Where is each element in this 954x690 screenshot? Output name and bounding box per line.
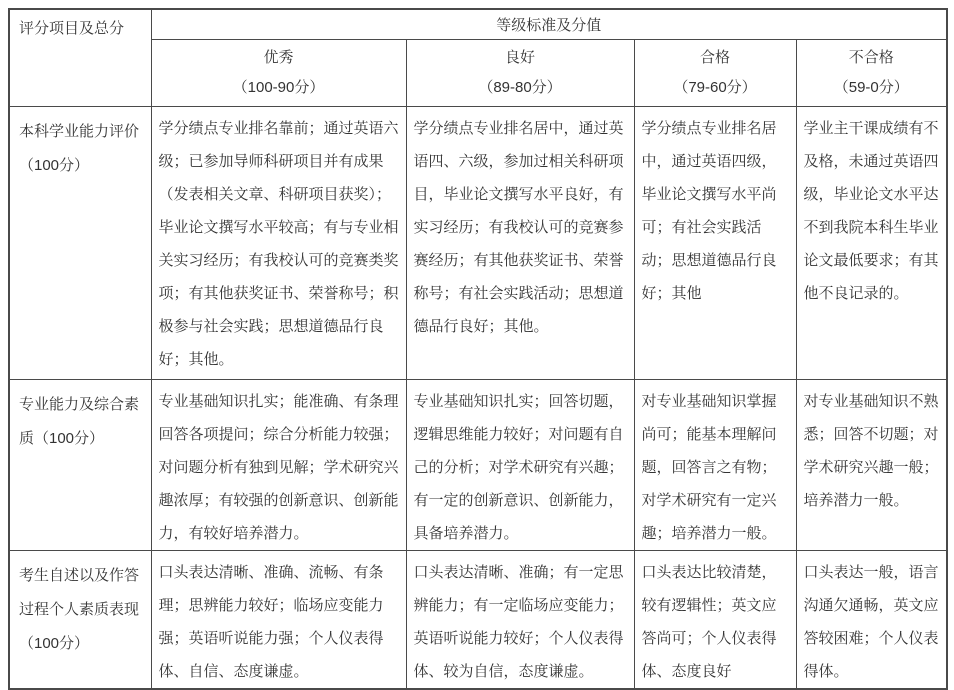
criteria-cell: 学分绩点专业排名居中，通过英语四、六级，参加过相关科研项目，毕业论文撰写水平良好，有实习经历；有我校认可的竞赛参赛经历；有其他获奖证书、荣誉称号；有社会实践活动；思想道德品行良好；其他。	[406, 106, 634, 379]
criteria-cell: 对专业基础知识掌握尚可；能基本理解问题，回答言之有物；对学术研究有一定兴趣；培养潜力一般。	[634, 379, 796, 550]
grade-header-good	[406, 39, 634, 106]
grade-label: 优秀	[263, 48, 294, 66]
table-row-academic-evaluation	[9, 106, 947, 379]
criteria-cell: 专业基础知识扎实；能准确、有条理回答各项提问；综合分析能力较强；对问题分析有独到见解；学术研究兴趣浓厚；有较强的创新意识、创新能力，有较好培养潜力。	[151, 379, 406, 550]
criteria-cell: 口头表达清晰、准确；有一定思辨能力；有一定临场应变能力；英语听说能力较好；个人仪表得体、较为自信，态度谦虚。	[406, 550, 634, 689]
grade-header-pass	[634, 39, 796, 106]
grade-range: （79-60分）	[673, 78, 757, 96]
row-item-label: 考生自述以及作答过程个人素质表现（100分）	[9, 550, 151, 689]
criteria-cell: 专业基础知识扎实；回答切题，逻辑思维能力较好；对问题有自己的分析；对学术研究有兴趣；有一定的创新意识、创新能力，具备培养潜力。	[406, 379, 634, 550]
header-row-banner	[9, 9, 947, 39]
table-row-personal-quality	[9, 550, 947, 689]
grade-label: 良好	[504, 48, 535, 66]
grade-range: （59-0分）	[833, 78, 909, 96]
grade-label: 不合格	[848, 48, 894, 66]
table-row-professional-ability	[9, 379, 947, 550]
grade-header-excellent	[151, 39, 406, 106]
grade-header-fail	[796, 39, 947, 106]
grade-range: （100-90分）	[232, 78, 325, 96]
criteria-cell: 对专业基础知识不熟悉；回答不切题；对学术研究兴趣一般；培养潜力一般。	[796, 379, 947, 550]
criteria-cell: 口头表达清晰、准确、流畅、有条理；思辨能力较好；临场应变能力强；英语听说能力强；个人仪表得体、自信、态度谦虚。	[151, 550, 406, 689]
criteria-cell: 学分绩点专业排名居中，通过英语四级，毕业论文撰写水平尚可；有社会实践活动；思想道德品行良好；其他	[634, 106, 796, 379]
row-item-label: 专业能力及综合素质（100分）	[9, 379, 151, 550]
grade-label: 合格	[699, 48, 730, 66]
row-item-label: 本科学业能力评价（100分）	[9, 106, 151, 379]
main-header-cell: 等级标准及分值	[151, 9, 947, 39]
grading-criteria-table	[8, 8, 948, 690]
criteria-cell: 学分绩点专业排名靠前；通过英语六级；已参加导师科研项目并有成果（发表相关文章、科研项目获奖）；毕业论文撰写水平较高；有与专业相关实习经历；有我校认可的竞赛类奖项；有其他获奖证书、荣誉称号；积极参与社会实践；思想道德品行良好；其他。	[151, 106, 406, 379]
criteria-cell: 口头表达比较清楚，较有逻辑性；英文应答尚可；个人仪表得体、态度良好	[634, 550, 796, 689]
grade-range: （89-80分）	[478, 78, 562, 96]
criteria-cell: 口头表达一般，语言沟通欠通畅，英文应答较困难；个人仪表得体。	[796, 550, 947, 689]
corner-header-cell: 评分项目及总分	[9, 9, 151, 106]
criteria-cell: 学业主干课成绩有不及格，未通过英语四级，毕业论文水平达不到我院本科生毕业论文最低要求；有其他不良记录的。	[796, 106, 947, 379]
